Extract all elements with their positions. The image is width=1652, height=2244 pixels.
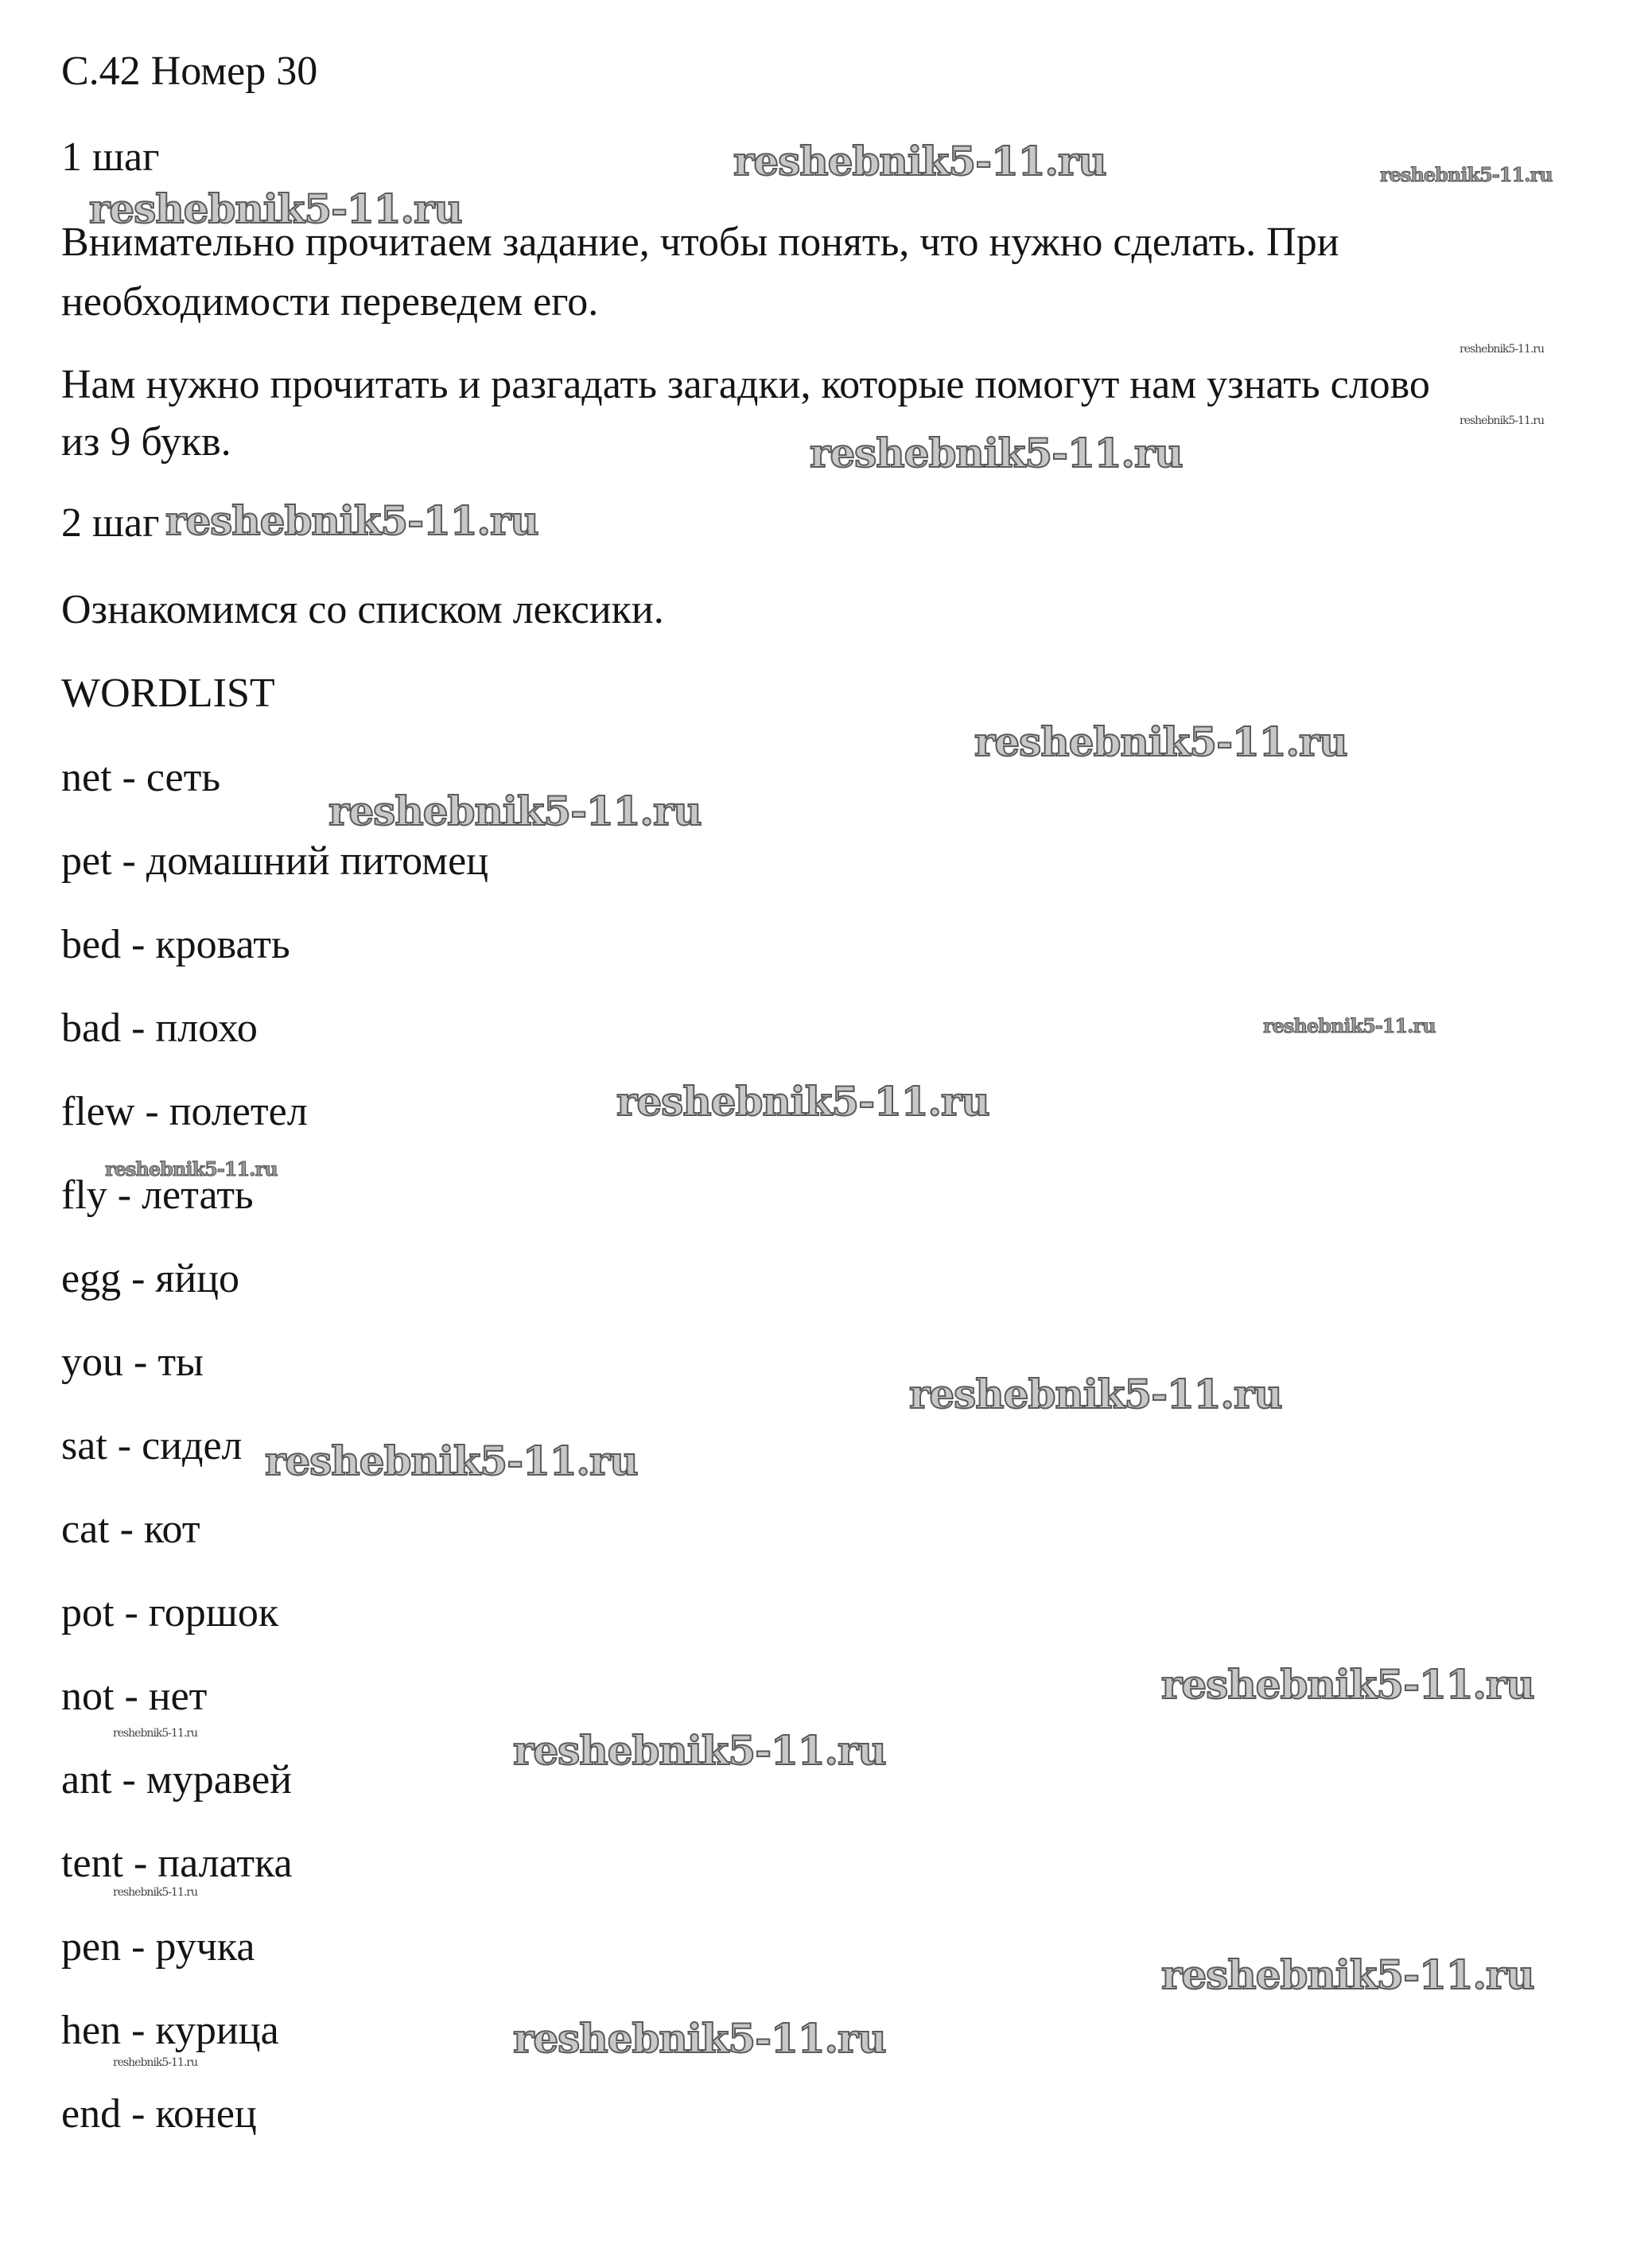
step-2-intro: Ознакомимся со списком лексики. [61,587,664,632]
watermark: reshebnik5-11.ru [113,2056,198,2069]
wordlist-item: cat - кот [61,1507,200,1552]
wordlist-item: flew - полетел [61,1089,308,1134]
watermark: reshebnik5-11.ru [105,1157,278,1180]
watermark: reshebnik5-11.ru [89,185,462,232]
watermark: reshebnik5-11.ru [1460,343,1545,356]
page-header: С.42 Номер 30 [61,49,318,94]
watermark: reshebnik5-11.ru [1161,1951,1534,1998]
watermark: reshebnik5-11.ru [1161,1661,1534,1708]
watermark: reshebnik5-11.ru [616,1078,989,1125]
wordlist-item: end - конец [61,2091,257,2137]
watermark: reshebnik5-11.ru [328,788,702,834]
wordlist-item: fly - летать [61,1173,254,1218]
wordlist-item: sat - сидел [61,1423,243,1468]
wordlist-item: net - сеть [61,755,221,800]
watermark: reshebnik5-11.ru [909,1371,1282,1418]
watermark: reshebnik5-11.ru [1460,414,1545,427]
wordlist-item: you - ты [61,1340,204,1385]
wordlist-item: pet - домашний питомец [61,838,488,884]
watermark: reshebnik5-11.ru [733,138,1106,185]
watermark: reshebnik5-11.ru [113,1886,198,1899]
wordlist-item: tent - палатка [61,1841,293,1886]
wordlist-heading: WORDLIST [61,671,275,716]
watermark: reshebnik5-11.ru [1380,163,1553,186]
watermark: reshebnik5-11.ru [1263,1014,1436,1037]
wordlist-item: hen - курица [61,2008,279,2053]
wordlist-item: not - нет [61,1674,208,1719]
watermark: reshebnik5-11.ru [513,1727,886,1774]
step-1-paragraph-2-line-1: Нам нужно прочитать и разгадать загадки, которые помогут нам узнать слово [61,362,1430,407]
wordlist-item: pen - ручка [61,1924,255,1970]
watermark: reshebnik5-11.ru [974,718,1347,765]
watermark: reshebnik5-11.ru [113,1727,198,1740]
wordlist-item: bed - кровать [61,922,290,967]
watermark: reshebnik5-11.ru [513,2015,886,2062]
step-2-label: 2 шаг [61,500,160,546]
wordlist-item: pot - горшок [61,1590,279,1635]
watermark: reshebnik5-11.ru [810,430,1183,476]
watermark: reshebnik5-11.ru [165,497,538,544]
watermark: reshebnik5-11.ru [265,1437,638,1484]
wordlist-item: egg - яйцо [61,1256,239,1301]
step-1-paragraph-2-line-2: из 9 букв. [61,419,231,465]
step-1-label: 1 шаг [61,134,160,180]
step-1-paragraph-1-line-2: необходимости переведем его. [61,279,599,325]
wordlist-item: ant - муравей [61,1757,292,1803]
step-1-paragraph-1-line-1: Внимательно прочитаем задание, чтобы понять, что нужно сделать. При [61,220,1339,265]
wordlist-item: bad - плохо [61,1005,258,1051]
